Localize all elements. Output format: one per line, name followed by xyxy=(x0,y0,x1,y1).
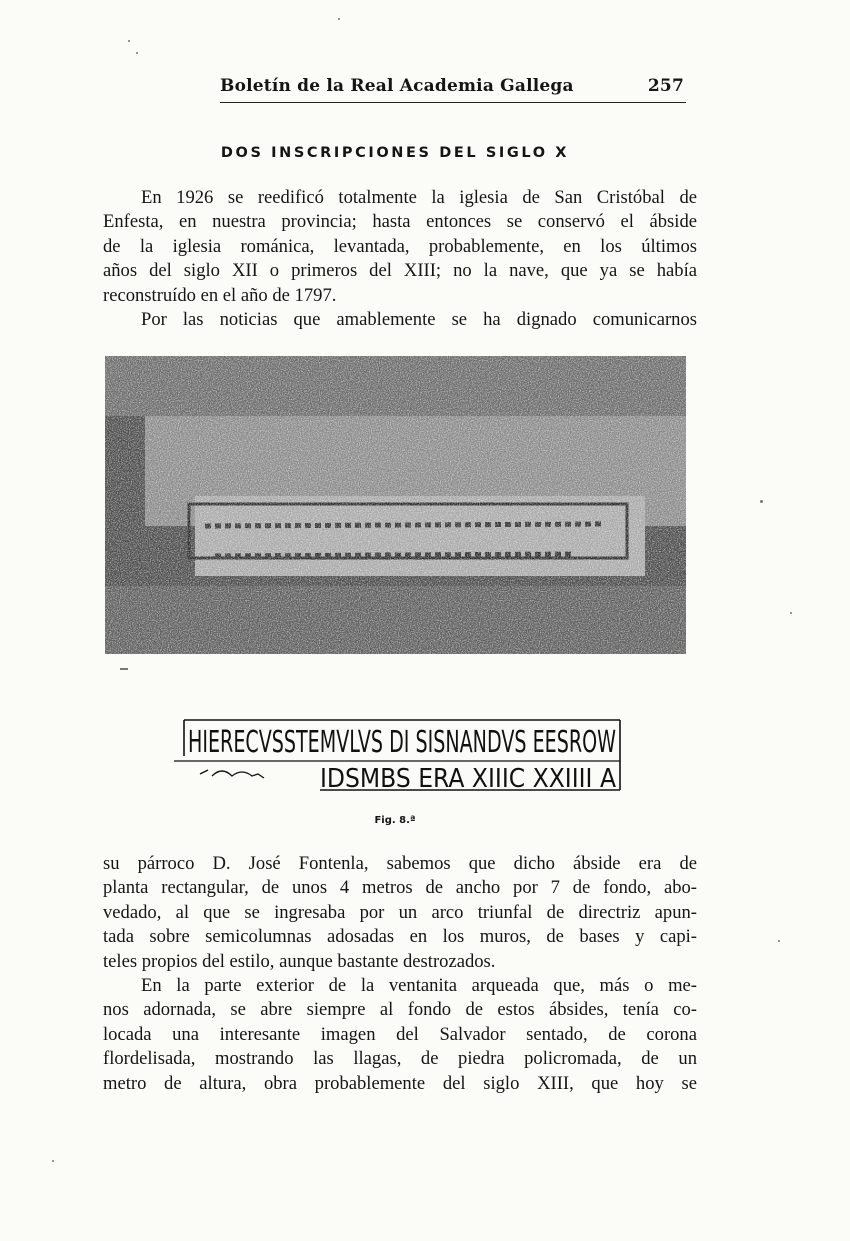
page-number: 257 xyxy=(647,76,684,96)
text-line: tada sobre semicolumnas adosadas en los muros, de bases y capi- xyxy=(103,926,697,948)
text-line: Por las noticias que amablemente se ha dignado comunicarnos xyxy=(141,309,697,330)
text-line: años del siglo XII o primeros del XIII; no la nave, que ya se había xyxy=(103,260,697,282)
paper-speck xyxy=(778,940,780,942)
paper-speck xyxy=(790,612,792,614)
text-line: En la parte exterior de la ventanita arqueada que, más o me- xyxy=(141,975,697,996)
paper-speck xyxy=(760,500,763,503)
article-title: DOS INSCRIPCIONES DEL SIGLO X xyxy=(220,145,570,161)
paper-speck xyxy=(338,18,340,20)
paragraph-1 xyxy=(103,186,697,308)
paper-speck xyxy=(52,1160,54,1162)
running-header xyxy=(220,76,686,103)
paper-speck xyxy=(128,40,130,42)
inscription-line-1: HIERECVSSTEMVLVS DI SISNANDVS EESROW xyxy=(188,725,616,760)
stone-photo-image xyxy=(105,356,686,654)
inscription-drawing-svg xyxy=(170,712,626,796)
text-line: vedado, al que se ingresaba por un arco triunfal de directriz apun- xyxy=(103,901,697,923)
text-line: reconstruído en el año de 1797. xyxy=(103,284,337,306)
paragraph-2-continued xyxy=(103,852,697,974)
inscription-line-2: IDSMBS ERA XIIIC XXIIII A xyxy=(320,764,617,794)
text-line: flordelisada, mostrando las llagas, de piedra policromada, de un xyxy=(103,1048,697,1070)
paragraph-2-start xyxy=(103,308,697,332)
text-line: Enfesta, en nuestra provincia; hasta entonces se conservó el ábside xyxy=(103,211,697,233)
text-line: teles propios del estilo, aunque bastante destrozados. xyxy=(103,950,496,972)
paper-speck xyxy=(136,52,138,54)
text-line: de la iglesia románica, levantada, probablemente, en los últimos xyxy=(103,235,697,257)
text-line: planta rectangular, de unos 4 metros de ancho por 7 de fondo, abo- xyxy=(103,877,697,899)
figure-caption: Fig. 8.ª xyxy=(374,815,416,826)
paragraph-3 xyxy=(103,974,697,1096)
paper-speck xyxy=(120,668,128,670)
inscription-drawing xyxy=(170,712,626,796)
inscription-photo xyxy=(105,356,686,654)
text-line: locada una interesante imagen del Salvador sentado, de corona xyxy=(103,1023,697,1045)
text-line: En 1926 se reedificó totalmente la iglesia de San Cristóbal de xyxy=(141,187,697,208)
text-line: nos adornada, se abre siempre al fondo de estos ábsides, tenía co- xyxy=(103,999,697,1021)
text-line: su párroco D. José Fontenla, sabemos que dicho ábside era de xyxy=(103,853,697,874)
journal-title: Boletín de la Real Academia Gallega xyxy=(220,76,574,96)
text-line: metro de altura, obra probablemente del siglo XIII, que hoy se xyxy=(103,1072,697,1094)
